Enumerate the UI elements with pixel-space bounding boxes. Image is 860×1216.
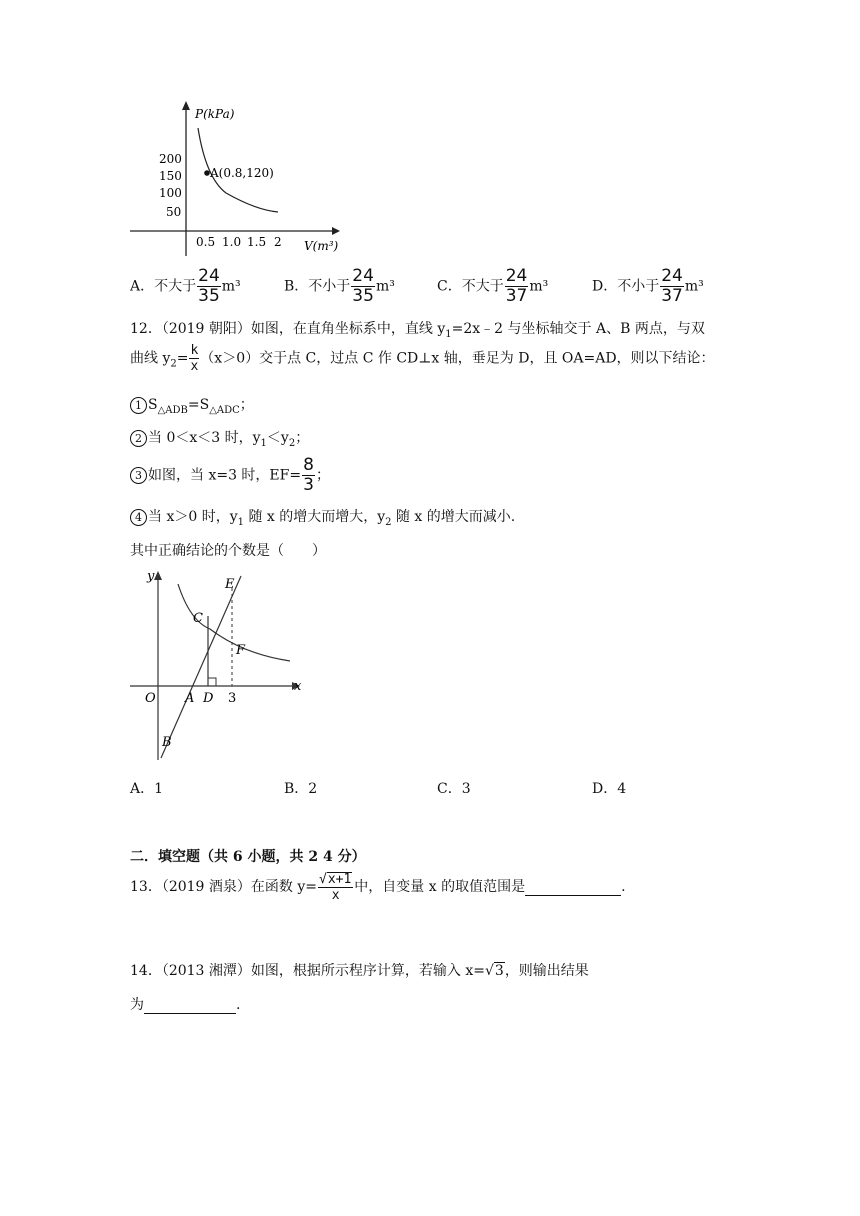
label-e: E — [225, 577, 235, 592]
q11-option-b[interactable]: B．不小于 $\frac{24}{35}$ m³ — [284, 266, 395, 306]
answer-blank[interactable] — [144, 997, 236, 1014]
label-f: F — [236, 643, 246, 658]
answer-blank[interactable] — [525, 879, 621, 896]
q12-option-d[interactable]: D．4 — [592, 781, 627, 797]
label-d: D — [203, 691, 214, 706]
q12-option-b[interactable]: B．2 — [284, 781, 318, 797]
label-b: B — [162, 735, 172, 750]
x-axis-label: V(m³) — [304, 239, 339, 253]
q12-statement-2: 2 当 0＜x＜3 时，$y_1<y_2$； — [130, 427, 309, 449]
line-hyperbola-graph — [128, 566, 304, 762]
y-tick: 50 — [166, 205, 182, 219]
q12-line2: 曲线 $y_2=$ $\frac{k}{x}$ （x＞0）交于点 C，过点 C 作 CD⊥x 轴，垂足为 D，且 OA=AD，则以下结论： — [130, 343, 715, 374]
q13: 13．（2019 酒泉）在函数 y= $\frac{√x+1}{x}$ 中，自变量 x 的取值范围是 . — [130, 872, 626, 903]
q14-line1: 14．（2013 湘潭）如图，根据所示程序计算，若输入 x=√3，则输出结果 — [130, 963, 589, 979]
y-tick: 200 — [159, 152, 182, 166]
x-tick: 0.5 — [196, 235, 216, 249]
label-c: C — [193, 611, 203, 626]
label-y: y — [147, 569, 155, 584]
section-heading: 二．填空题（共 6 小题，共 2 4 分） — [130, 849, 366, 865]
y-axis-label: P(kPa) — [195, 107, 235, 121]
label-a: A — [185, 691, 195, 706]
label-3: 3 — [228, 691, 237, 706]
x-tick: 2 — [274, 235, 282, 249]
y-tick: 150 — [159, 169, 182, 183]
label-o: O — [145, 691, 156, 706]
pressure-volume-graph — [126, 98, 346, 260]
q12-statement-4: 4 当 x＞0 时，$y_1$ 随 x 的增大而增大，$y_2$ 随 x 的增大而减小. — [130, 506, 515, 528]
y-tick: 100 — [159, 186, 182, 200]
q11-option-a[interactable]: A．不大于 $\frac{24}{35}$ m³ — [130, 266, 241, 306]
q12-option-a[interactable]: A．1 — [130, 781, 164, 797]
point-a-label: A(0.8,120) — [210, 166, 274, 180]
q12-statement-3: 3 如图，当 x=3 时，EF= $\frac{8}{3}$ ； — [130, 457, 330, 494]
q12-statement-1: 1 $S_{\triangle ADB}=S_{\triangle ADC}$； — [130, 394, 254, 416]
q14-line2: 为 . — [130, 997, 241, 1013]
q12-line1: 12．（2019 朝阳）如图，在直角坐标系中，直线 $y_1=2x﹣2$ 与坐标轴交于 A、B 两点，与双 — [130, 321, 705, 340]
x-tick: 1.0 — [222, 235, 242, 249]
q12-option-c[interactable]: C．3 — [437, 781, 471, 797]
x-tick: 1.5 — [247, 235, 267, 249]
label-x: x — [294, 679, 302, 694]
q11-option-d[interactable]: D．不小于 $\frac{24}{37}$ m³ — [592, 266, 704, 306]
q12-question: 其中正确结论的个数是（ ） — [130, 543, 326, 559]
q11-option-c[interactable]: C．不大于 $\frac{24}{37}$ m³ — [437, 266, 549, 306]
